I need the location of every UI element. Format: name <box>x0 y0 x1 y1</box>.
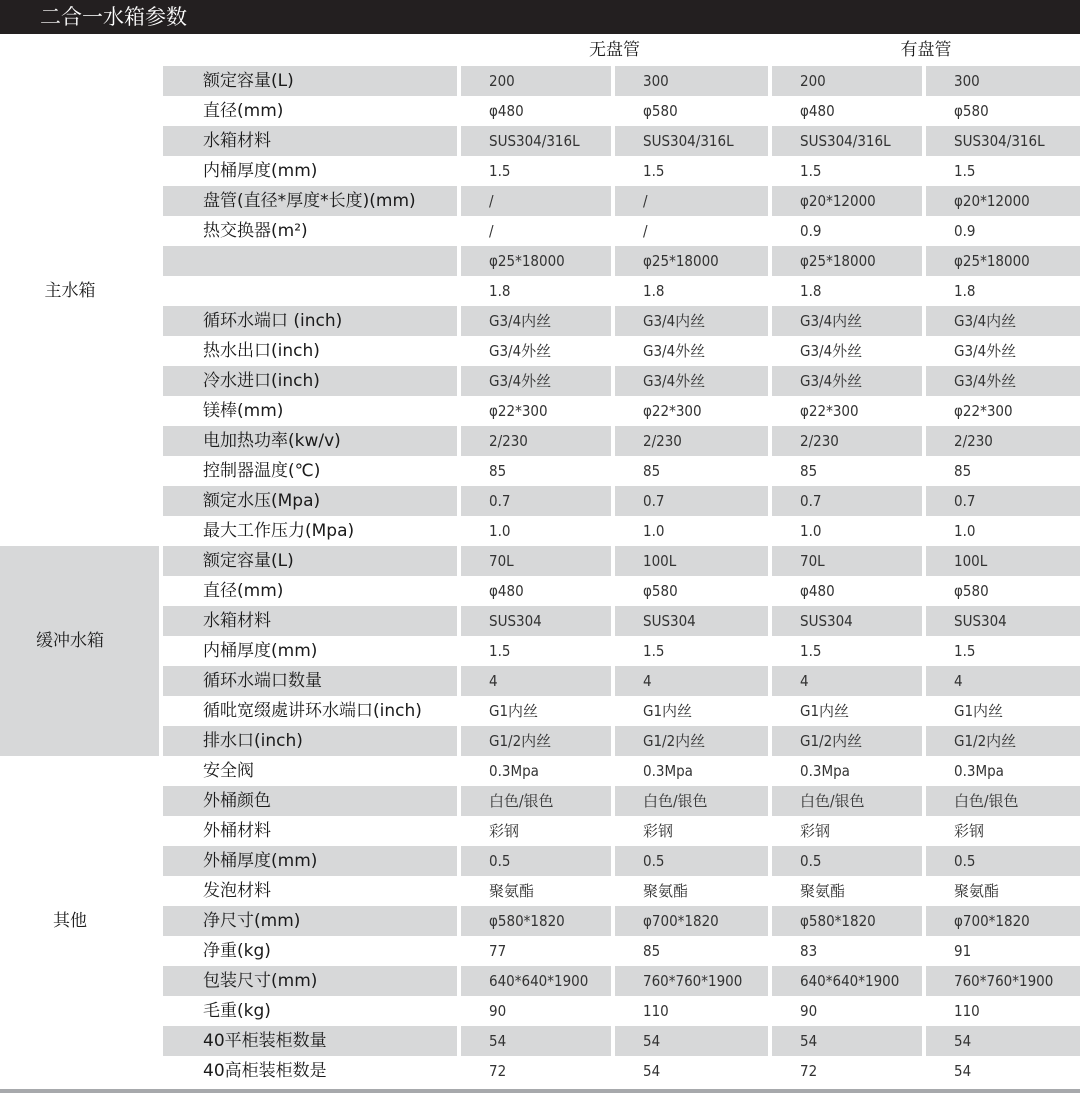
row-label: 热交换器(m²) <box>203 221 308 241</box>
table-row <box>0 426 1080 456</box>
row-label: 40平柜装柜数量 <box>163 1026 457 1056</box>
table-row <box>0 816 1080 846</box>
value-cell: φ700*1820 <box>615 906 768 936</box>
table-row <box>0 66 1080 96</box>
value-cell: φ22*300 <box>800 402 859 420</box>
value-cell: 760*760*1900 <box>926 966 1080 996</box>
value-cell: φ22*300 <box>489 402 548 420</box>
table-row <box>0 996 1080 1026</box>
value-cell: φ480 <box>800 582 835 600</box>
row-label: 内桶厚度(mm) <box>203 641 318 661</box>
value-cell: G1内丝 <box>489 702 539 720</box>
value-cell: 90 <box>800 1002 818 1020</box>
value-cell: 白色/银色 <box>615 786 768 816</box>
value-cell: 1.0 <box>954 522 976 540</box>
table-row <box>0 396 1080 426</box>
row-label: 循环水端口 (inch) <box>163 306 457 336</box>
value-cell: G3/4内丝 <box>461 306 611 336</box>
table-row <box>0 186 1080 216</box>
value-cell: 85 <box>954 462 972 480</box>
value-cell: 4 <box>461 666 611 696</box>
value-cell: φ580 <box>643 102 678 120</box>
value-cell: 640*640*1900 <box>461 966 611 996</box>
row-label: 循环水端口数量 <box>163 666 457 696</box>
table-row <box>0 486 1080 516</box>
row-label: 净重(kg) <box>203 941 271 961</box>
value-cell: 72 <box>489 1062 507 1080</box>
table-row <box>0 696 1080 726</box>
table-row <box>0 156 1080 186</box>
value-cell: 0.3Mpa <box>489 762 539 780</box>
table-row <box>0 96 1080 126</box>
row-label: 最大工作压力(Mpa) <box>203 521 355 541</box>
value-cell: SUS304/316L <box>461 126 611 156</box>
value-cell: φ25*18000 <box>772 246 922 276</box>
value-cell: φ25*18000 <box>615 246 768 276</box>
table-row <box>0 306 1080 336</box>
table-row <box>0 666 1080 696</box>
value-cell: 彩钢 <box>489 822 520 840</box>
value-cell: G1/2内丝 <box>772 726 922 756</box>
value-cell: SUS304 <box>772 606 922 636</box>
row-label: 外桶颜色 <box>163 786 457 816</box>
group-header-with-coil: 有盘管 <box>900 40 952 60</box>
value-cell: 85 <box>800 462 818 480</box>
value-cell: / <box>643 222 648 240</box>
value-cell: 0.3Mpa <box>954 762 1004 780</box>
value-cell: 1.5 <box>643 642 665 660</box>
row-label: 额定容量(L) <box>163 66 457 96</box>
table-row <box>0 726 1080 756</box>
table-row <box>0 456 1080 486</box>
value-cell: G1内丝 <box>800 702 850 720</box>
value-cell: G1/2内丝 <box>615 726 768 756</box>
table-row <box>0 966 1080 996</box>
section-label-buffer-tank: 缓冲水箱 <box>36 631 104 651</box>
value-cell: 300 <box>926 66 1080 96</box>
row-label: 电加热功率(kw/v) <box>163 426 457 456</box>
value-cell: SUS304 <box>926 606 1080 636</box>
value-cell: φ580 <box>954 582 989 600</box>
row-label: 发泡材料 <box>203 881 271 901</box>
value-cell: φ25*18000 <box>461 246 611 276</box>
value-cell: 85 <box>643 462 661 480</box>
row-label: 毛重(kg) <box>203 1001 271 1021</box>
value-cell: 聚氨酯 <box>954 882 1000 900</box>
value-cell: 聚氨酯 <box>643 882 689 900</box>
value-cell: 0.3Mpa <box>800 762 850 780</box>
table-row <box>0 936 1080 966</box>
value-cell: 0.9 <box>800 222 822 240</box>
value-cell: 0.7 <box>615 486 768 516</box>
value-cell: 1.5 <box>954 162 976 180</box>
value-cell: 0.3Mpa <box>643 762 693 780</box>
value-cell: 200 <box>772 66 922 96</box>
value-cell: 300 <box>615 66 768 96</box>
table-row <box>0 1056 1080 1086</box>
row-label: 排水口(inch) <box>163 726 457 756</box>
table-row <box>0 846 1080 876</box>
row-label: 热水出口(inch) <box>203 341 320 361</box>
value-cell: φ22*300 <box>954 402 1013 420</box>
value-cell: 1.5 <box>954 642 976 660</box>
value-cell: 0.7 <box>461 486 611 516</box>
row-label: 额定容量(L) <box>163 546 457 576</box>
row-label: 外桶厚度(mm) <box>163 846 457 876</box>
section-label-other: 其他 <box>53 911 87 931</box>
value-cell: G3/4外丝 <box>800 342 863 360</box>
value-cell: 70L <box>461 546 611 576</box>
value-cell: G1内丝 <box>954 702 1004 720</box>
value-cell: 4 <box>615 666 768 696</box>
row-label: 外桶材料 <box>203 821 271 841</box>
value-cell: 4 <box>772 666 922 696</box>
value-cell: 4 <box>926 666 1080 696</box>
row-label: 内桶厚度(mm) <box>203 161 318 181</box>
row-label <box>163 276 457 306</box>
table-row <box>0 906 1080 936</box>
row-label: 水箱材料 <box>163 126 457 156</box>
value-cell: φ20*12000 <box>926 186 1080 216</box>
value-cell: φ25*18000 <box>926 246 1080 276</box>
table-row <box>0 786 1080 816</box>
value-cell: 1.5 <box>489 162 511 180</box>
value-cell: 54 <box>643 1062 661 1080</box>
value-cell: 85 <box>489 462 507 480</box>
value-cell: 2/230 <box>926 426 1080 456</box>
value-cell: / <box>489 222 494 240</box>
row-label: 控制器温度(℃) <box>203 461 321 481</box>
value-cell: / <box>461 186 611 216</box>
value-cell: 0.9 <box>954 222 976 240</box>
value-cell: φ20*12000 <box>772 186 922 216</box>
value-cell: G3/4内丝 <box>615 306 768 336</box>
value-cell: 640*640*1900 <box>772 966 922 996</box>
table-row <box>0 546 1080 576</box>
value-cell: 2/230 <box>461 426 611 456</box>
value-cell: 54 <box>615 1026 768 1056</box>
value-cell: 1.8 <box>643 282 665 300</box>
value-cell: 1.0 <box>643 522 665 540</box>
row-label: 循吡宽缀處讲环水端口(inch) <box>203 701 422 721</box>
value-cell: 1.5 <box>489 642 511 660</box>
value-cell: 彩钢 <box>643 822 674 840</box>
row-label: 水箱材料 <box>163 606 457 636</box>
value-cell: φ580 <box>643 582 678 600</box>
row-label: 净尺寸(mm) <box>163 906 457 936</box>
value-cell: 54 <box>954 1062 972 1080</box>
value-cell: 0.7 <box>772 486 922 516</box>
group-header-no-coil: 无盘管 <box>589 40 640 60</box>
value-cell: 70L <box>772 546 922 576</box>
row-label: 安全阀 <box>203 761 254 781</box>
table-row <box>0 576 1080 606</box>
value-cell: 1.5 <box>800 162 822 180</box>
value-cell: 1.0 <box>800 522 822 540</box>
value-cell: 2/230 <box>615 426 768 456</box>
value-cell: φ700*1820 <box>926 906 1080 936</box>
value-cell: φ580*1820 <box>461 906 611 936</box>
title-bar <box>0 0 1080 34</box>
table-row <box>0 366 1080 396</box>
value-cell: G1/2内丝 <box>926 726 1080 756</box>
value-cell: 100L <box>926 546 1080 576</box>
value-cell: 彩钢 <box>800 822 831 840</box>
value-cell: 77 <box>489 942 507 960</box>
table-row <box>0 756 1080 786</box>
value-cell: G3/4外丝 <box>461 366 611 396</box>
value-cell: 90 <box>489 1002 507 1020</box>
value-cell: / <box>615 186 768 216</box>
value-cell: G3/4外丝 <box>615 366 768 396</box>
table-row <box>0 606 1080 636</box>
value-cell: 1.5 <box>800 642 822 660</box>
row-label: 额定水压(Mpa) <box>163 486 457 516</box>
value-cell: 83 <box>800 942 818 960</box>
value-cell: 91 <box>954 942 972 960</box>
value-cell: φ480 <box>489 102 524 120</box>
value-cell: 1.8 <box>800 282 822 300</box>
bottom-divider <box>0 1089 1080 1093</box>
row-label: 40高柜装柜数是 <box>203 1061 327 1081</box>
value-cell: SUS304/316L <box>926 126 1080 156</box>
value-cell: G3/4外丝 <box>489 342 552 360</box>
value-cell: 白色/银色 <box>772 786 922 816</box>
value-cell: 54 <box>926 1026 1080 1056</box>
value-cell: 0.5 <box>772 846 922 876</box>
value-cell: φ580 <box>954 102 989 120</box>
value-cell: 0.5 <box>461 846 611 876</box>
table-row <box>0 276 1080 306</box>
table-row <box>0 246 1080 276</box>
table-row <box>0 336 1080 366</box>
value-cell: φ480 <box>800 102 835 120</box>
value-cell: 54 <box>772 1026 922 1056</box>
value-cell: 200 <box>461 66 611 96</box>
value-cell: φ480 <box>489 582 524 600</box>
table-row <box>0 516 1080 546</box>
value-cell: G3/4外丝 <box>772 366 922 396</box>
value-cell: 1.5 <box>643 162 665 180</box>
row-label: 直径(mm) <box>203 101 284 121</box>
value-cell: 100L <box>615 546 768 576</box>
value-cell: SUS304/316L <box>772 126 922 156</box>
value-cell: G3/4内丝 <box>926 306 1080 336</box>
value-cell: 110 <box>643 1002 669 1020</box>
value-cell: 白色/银色 <box>461 786 611 816</box>
value-cell: 2/230 <box>772 426 922 456</box>
row-label: 盘管(直径*厚度*长度)(mm) <box>163 186 457 216</box>
value-cell: SUS304/316L <box>615 126 768 156</box>
value-cell: G3/4内丝 <box>772 306 922 336</box>
value-cell: φ22*300 <box>643 402 702 420</box>
value-cell: SUS304 <box>615 606 768 636</box>
row-label <box>163 246 457 276</box>
table-title: 二合一水箱参数 <box>40 5 187 29</box>
value-cell: 白色/银色 <box>926 786 1080 816</box>
table-row <box>0 126 1080 156</box>
value-cell: G1/2内丝 <box>461 726 611 756</box>
value-cell: 0.5 <box>926 846 1080 876</box>
value-cell: G1内丝 <box>643 702 693 720</box>
value-cell: 聚氨酯 <box>800 882 846 900</box>
row-label: 镁棒(mm) <box>203 401 284 421</box>
value-cell: G3/4外丝 <box>643 342 706 360</box>
value-cell: 110 <box>954 1002 980 1020</box>
value-cell: 54 <box>461 1026 611 1056</box>
value-cell: G3/4外丝 <box>954 342 1017 360</box>
value-cell: SUS304 <box>461 606 611 636</box>
row-label: 包装尺寸(mm) <box>163 966 457 996</box>
table-row <box>0 1026 1080 1056</box>
value-cell: 72 <box>800 1062 818 1080</box>
row-label: 冷水进口(inch) <box>163 366 457 396</box>
row-label: 直径(mm) <box>203 581 284 601</box>
value-cell: G3/4外丝 <box>926 366 1080 396</box>
value-cell: 760*760*1900 <box>615 966 768 996</box>
value-cell: 彩钢 <box>954 822 985 840</box>
value-cell: 1.0 <box>489 522 511 540</box>
value-cell: φ580*1820 <box>772 906 922 936</box>
value-cell: 0.7 <box>926 486 1080 516</box>
table-row <box>0 216 1080 246</box>
value-cell: 85 <box>643 942 661 960</box>
value-cell: 0.5 <box>615 846 768 876</box>
table-row <box>0 636 1080 666</box>
section-label-main-tank: 主水箱 <box>44 281 96 301</box>
table-row <box>0 876 1080 906</box>
value-cell: 1.8 <box>489 282 511 300</box>
value-cell: 1.8 <box>954 282 976 300</box>
value-cell: 聚氨酯 <box>489 882 535 900</box>
